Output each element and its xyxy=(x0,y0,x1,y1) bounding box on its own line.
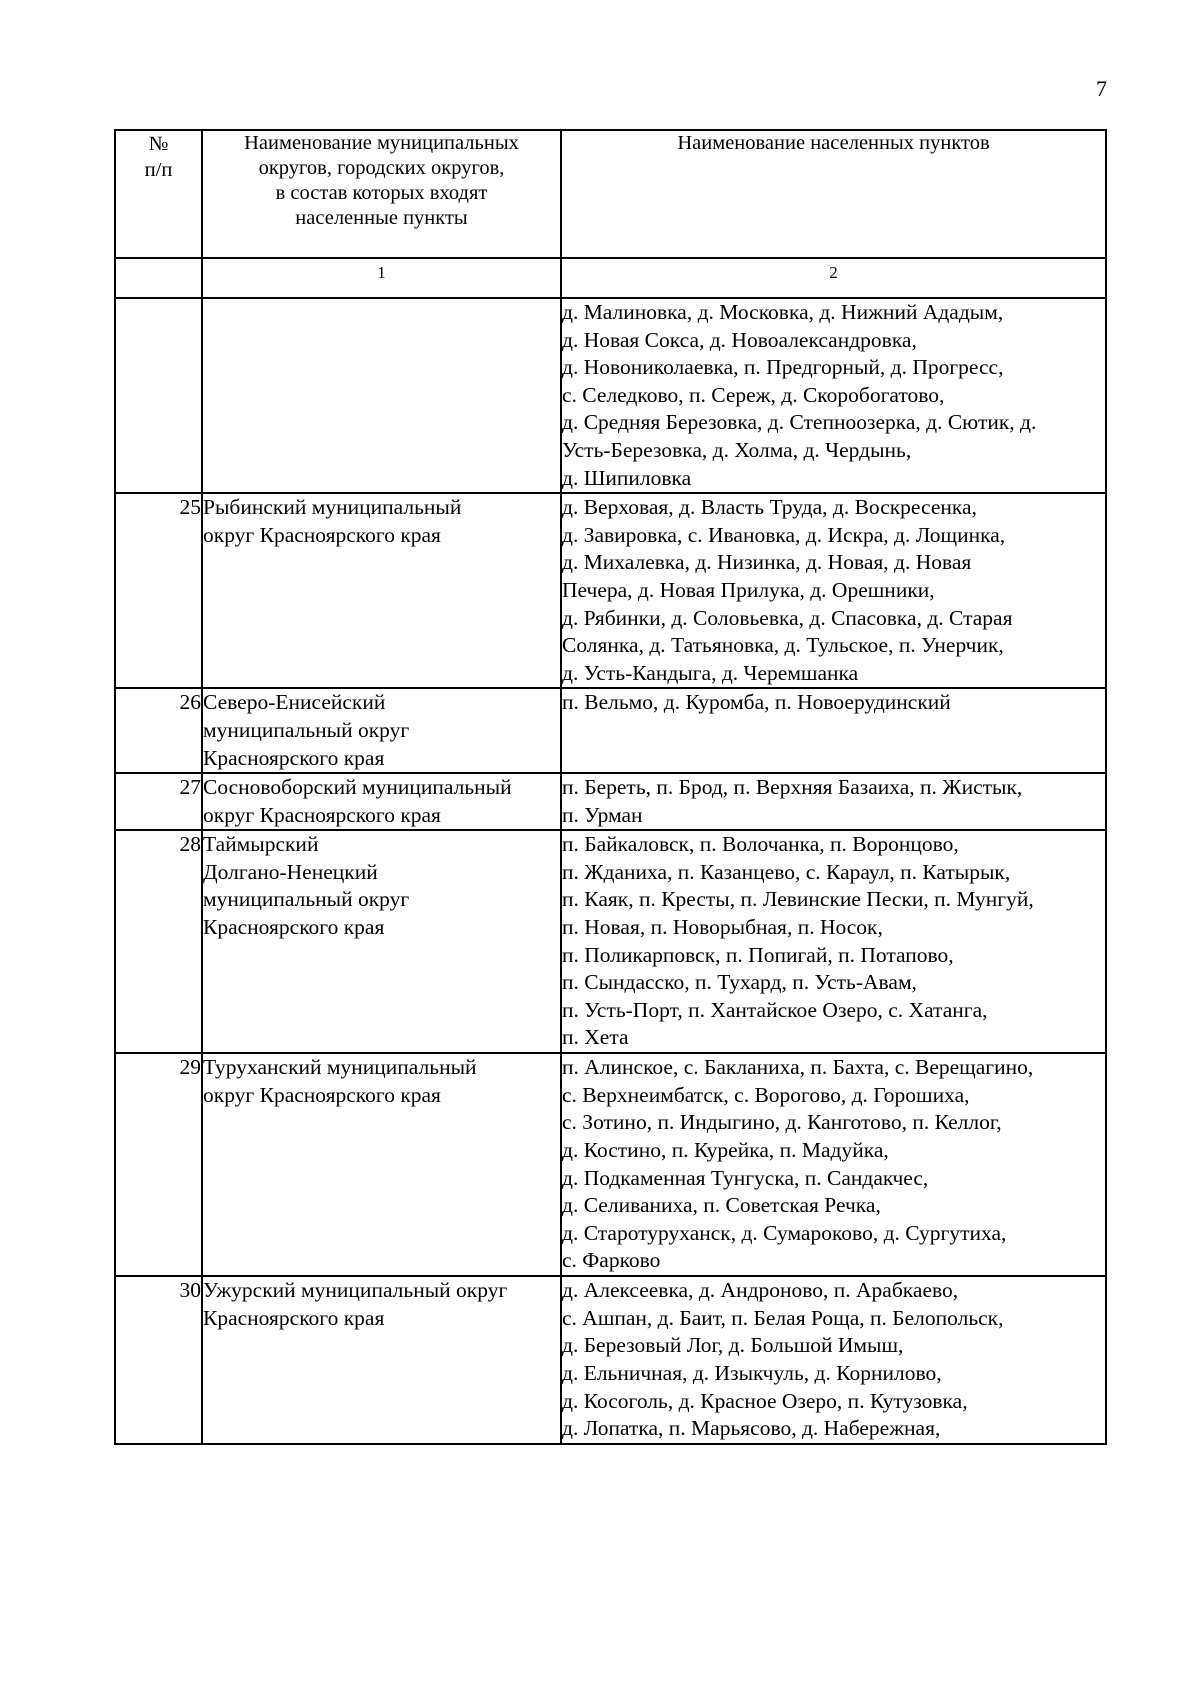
row-number: 27 xyxy=(115,773,202,830)
table-row xyxy=(115,1053,1106,1276)
row-places: д. Алексеевка, д. Андроново, п. Арабкаево, с. Ашпан, д. Баит, п. Белая Роща, п. Белопольск, д. Березовый Лог, д. Большой Имыш, д. Ельничная, д. Изыкчуль, д. Корнилово, д. Косоголь, д. Красное Озеро, п. Кутузовка, д. Лопатка, п. Марьясово, д. Набережная, xyxy=(561,1276,1106,1444)
row-number: 25 xyxy=(115,493,202,688)
header-number-text: № п/п xyxy=(144,133,173,181)
table-row xyxy=(115,688,1106,773)
column-index-row xyxy=(115,258,1106,298)
row-places: п. Береть, п. Брод, п. Верхняя Базаиха, п. Жистык, п. Урман xyxy=(561,773,1106,830)
header-district-text: Наименование муниципальных округов, городских округов, в состав которых входят населенные пункты xyxy=(244,132,519,229)
header-places xyxy=(561,130,1106,258)
row-district: Северо-Енисейский муниципальный округ Красноярского края xyxy=(202,688,561,773)
index-cell-empty xyxy=(115,258,202,298)
row-district: Сосновоборский муниципальный округ Красноярского края xyxy=(202,773,561,830)
row-district: Рыбинский муниципальный округ Красноярского края xyxy=(202,493,561,688)
row-district: Ужурский муниципальный округ Красноярского края xyxy=(202,1276,561,1444)
settlements-table xyxy=(114,129,1107,1445)
page-number: 7 xyxy=(1096,76,1107,101)
header-district xyxy=(202,130,561,258)
index-cell-1: 1 xyxy=(202,258,561,298)
row-district xyxy=(202,298,561,493)
row-number xyxy=(115,298,202,493)
row-district: Туруханский муниципальный округ Красноярского края xyxy=(202,1053,561,1276)
table-header-row xyxy=(115,130,1106,258)
row-number: 26 xyxy=(115,688,202,773)
row-places: п. Байкаловск, п. Волочанка, п. Воронцово, п. Жданиха, п. Казанцево, с. Караул, п. Катырык, п. Каяк, п. Кресты, п. Левинские Пески, п. Мунгуй, п. Новая, п. Новорыбная, п. Носок, п. Поликарповск, п. Попигай, п. Потапово, п. Сындасско, п. Тухард, п. Усть-Авам, п. Усть-Порт, п. Хантайское Озеро, с. Хатанга, п. Хета xyxy=(561,830,1106,1053)
table-row xyxy=(115,493,1106,688)
index-cell-2: 2 xyxy=(561,258,1106,298)
row-number: 28 xyxy=(115,830,202,1053)
table-row xyxy=(115,773,1106,830)
table-row xyxy=(115,298,1106,493)
header-places-text: Наименование населенных пунктов xyxy=(677,132,990,154)
row-places: д. Малиновка, д. Московка, д. Нижний Ададым, д. Новая Сокса, д. Новоалександровка, д. Новониколаевка, п. Предгорный, д. Прогресс, с. Селедково, п. Сереж, д. Скоробогатово, д. Средняя Березовка, д. Степноозерка, д. Сютик, д. Усть-Березовка, д. Холма, д. Чердынь, д. Шипиловка xyxy=(561,298,1106,493)
table-row xyxy=(115,830,1106,1053)
row-places: п. Вельмо, д. Куромба, п. Новоерудинский xyxy=(561,688,1106,773)
row-places: д. Верховая, д. Власть Труда, д. Воскресенка, д. Завировка, с. Ивановка, д. Искра, д. Лощинка, д. Михалевка, д. Низинка, д. Новая, д. Новая Печера, д. Новая Прилука, д. Орешники, д. Рябинки, д. Соловьевка, д. Спасовка, д. Старая Солянка, д. Татьяновка, д. Тульское, п. Унерчик, д. Усть-Кандыга, д. Черемшанка xyxy=(561,493,1106,688)
row-places: п. Алинское, с. Бакланиха, п. Бахта, с. Верещагино, с. Верхнеимбатск, с. Ворогово, д. Горошиха, с. Зотино, п. Индыгино, д. Канготово, п. Келлог, д. Костино, п. Курейка, п. Мадуйка, д. Подкаменная Тунгуска, п. Сандакчес, д. Селиваниха, п. Советская Речка, д. Старотуруханск, д. Сумароково, д. Сургутиха, с. Фарково xyxy=(561,1053,1106,1276)
table-row xyxy=(115,1276,1106,1444)
row-number: 30 xyxy=(115,1276,202,1444)
header-number xyxy=(115,130,202,258)
row-district: Таймырский Долгано-Ненецкий муниципальный округ Красноярского края xyxy=(202,830,561,1053)
row-number: 29 xyxy=(115,1053,202,1276)
